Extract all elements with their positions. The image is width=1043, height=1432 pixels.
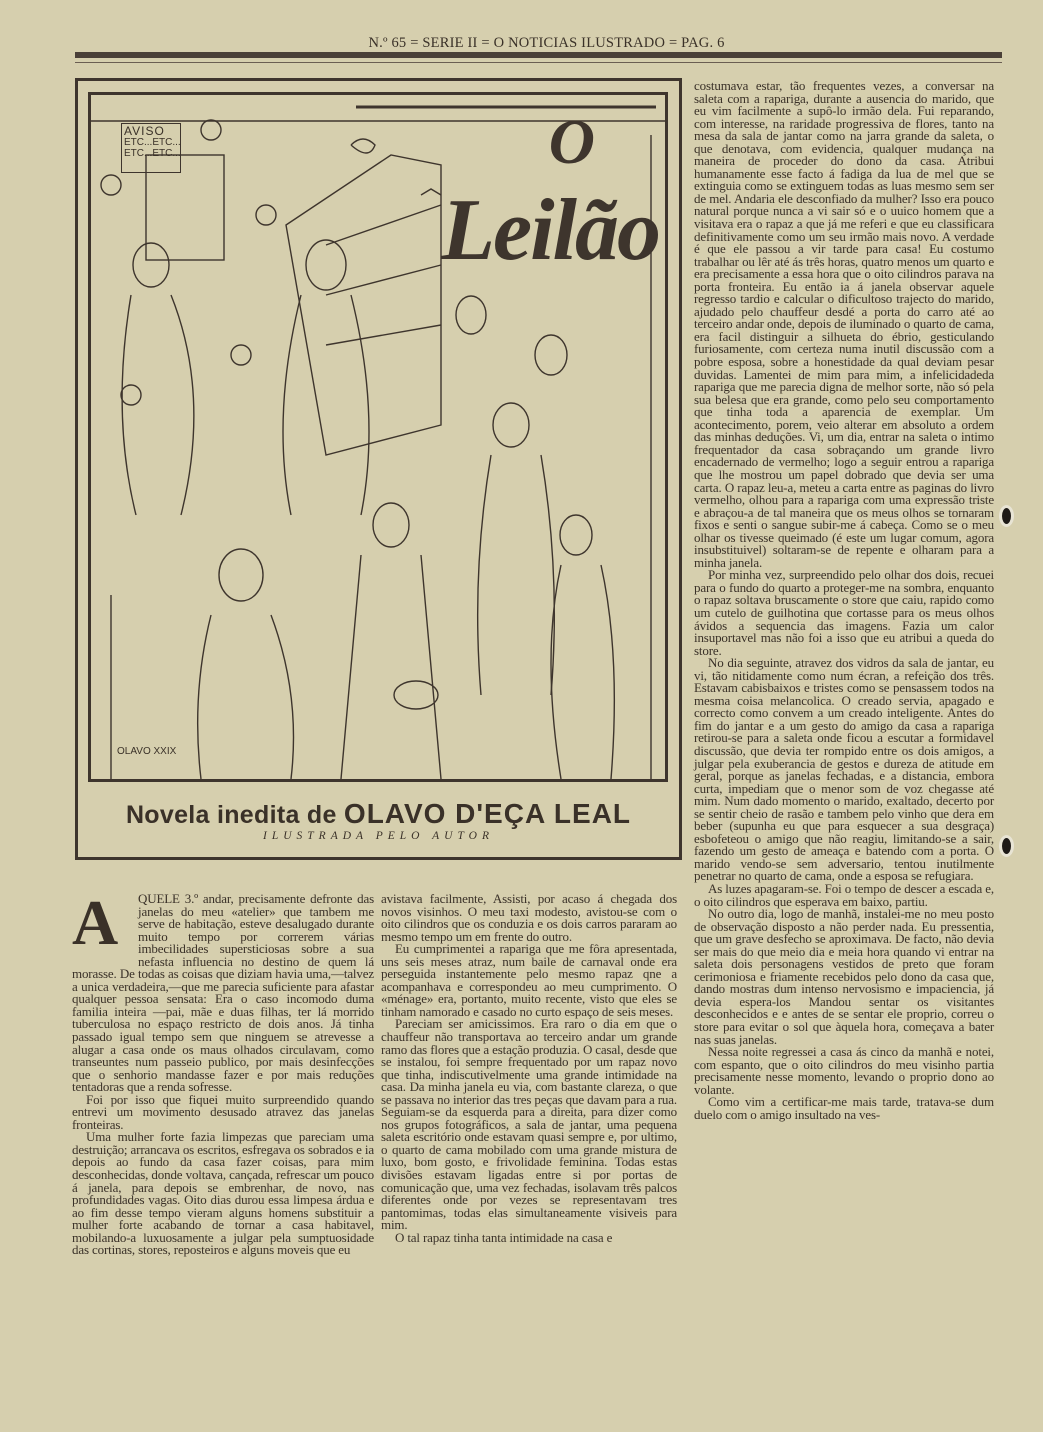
paragraph: Como vim a certificar-me mais tarde, tratava-se dum duelo com o amigo insultado na ves-: [694, 1094, 994, 1122]
aviso-heading: AVISO: [124, 124, 165, 138]
illustration: [88, 92, 668, 782]
paragraph: Por minha vez, surpreendido pelo olhar dos dois, recuei para o fundo do quarto a proteger-me na sombra, enquanto o rapaz soltava bruscamente o store que caiu, rapido como um cutelo de guilhotina que cortasse para os meus olhos ávidos a sequencia das imagens. Fazia um calor insuportavel mas não foi a isso que eu atribui a queda do store.: [694, 567, 994, 658]
paragraph: Pareciam ser amicissimos. Era raro o dia em que o chauffeur não transportava ao terceiro andar um grande ramo das flores que a estação produzia. O casal, desde que se instalou, foi sempre frequentado por um rapaz novo que tinha, indiscutivelmente uma grande intimidade na casa. Da minha janela eu via, com bastante clareza, o que se passava no interior das tres peças que davam para a rua. Seguiam-se da esquerda para a direita, para dizer como nos grupos fotográficos, a sala de jantar, uma pequena saleta escritório onde estavam quasi sempre e, por ultimo, o quarto de cama mobilado com uma grande mistura de luxo, bom gosto, e frivolidade feminina. Todas estas divisões estavam ligadas entre si por portas de comunicação que, uma vez fechadas, isolavam três palcos diferentes onde por vezes se representavam tres pantomimas, todas elas simultaneamente visiveis para mim.: [381, 1016, 677, 1233]
paragraph: costumava estar, tão frequentes vezes, a conversar na saleta com a rapariga, durante a ausencia do marido, que eu vim facilmente a supô-lo irmão dela. Fui reparando, com interesse, na raridade progressiva de flores, tanto na mesa da sala de jantar como na jarra grande da saleta, o que denotava, com evidencia, qualquer mudança na maneira de proceder do dono da casa. Atribui humanamente esse facto á fadiga da lua de mel que se extinguia como se extinguem todas as luas mesmo sem ser de mel. Andaria ele desconfiado da mulher? Isso era pouco natural porque nunca a vi sair só e o uuico homem que a visitava era o rapaz a que já me referi e que eu classificara definitivamente como um seu irmão mais novo. A verdade é que ele passou a vir tarde para casa! Eu costumo trabalhar ou lêr até ás três horas, quatro menos um quarto e era precisamente a essa hora que o oito cilindros parava na porta fronteira. Eu então ia á janela observar aquele regresso tardio e calcular o dificultoso trajecto do marido, ajudado pelo chauffeur desdé a porta do carro até ao terceiro andar onde, depois de iluminado o quarto de cama, era facil distinguir a silhueta do ébrio, gesticulando furiosamente, com certeza numa inutil discussão com a pobre esposa, sobre a honestidade da qual deviam pesar duvidas. Lamentei de mim para mim, a infelicidadeda rapariga que me parecia digna de melhor sorte, não só pela sua belesa que era grande, como pelo seu comportamento que tinha toda a aparencia de exemplar. Um acontecimento, porem, veio alterar em absoluto a ordem das minhas deduções. Vi, um dia, entrar na saleta o intimo frequentador da casa sobraçando um grande livro encadernado de vermelho; logo a seguir entrou a rapariga que lhe mostrou um papel dobrado que devia ser uma carta. O rapaz leu-a, meteu a carta entre as paginas do livro vermelho, olhou para a rapariga com uma expressão triste e abraçou-a de tal maneira que os meus olhos se tornaram fixos e senti o sangue subir-me á cabeça. Como se o meu olhar os tivesse queimado (é este um lugar comum, agora insubstituivel) soltaram-se de repente e olharam para a minha janela.: [694, 78, 994, 570]
caption-prefix: Novela inedita de: [125, 801, 337, 829]
paragraph: O tal rapaz tinha tanta intimidade na casa e: [395, 1229, 613, 1245]
aviso-sign: [121, 123, 181, 173]
novel-caption: [75, 798, 682, 830]
artist-signature: OLAVO XXIX: [117, 746, 177, 757]
binding-hole: [1002, 508, 1011, 524]
caption-subtitle: ILUSTRADA PELO AUTOR: [263, 830, 494, 842]
paragraph: Uma mulher forte fazia limpezas que pareciam uma destruição; arrancava os escritos, esfregava os sobrados e ia depois ao fundo da casa fazer coisas, para mim desconhecidas, donde voltava, cançada, refrescar um pouco á janela, para depois se embrenhar, de novo, nas profundidades vagas. Oito dias durou essa limpesa árdua e ao fim desse tempo vieram alguns homens substituir a mulher forte acabando de tornar a casa habitavel, mobilando-a luxuosamente a julgar pela sumptuosidade das cortinas, stores, reposteiros e alguns moveis que eu: [72, 1129, 374, 1258]
article-column-2: [381, 893, 677, 1244]
paragraph: avistava facilmente, Assisti, por acaso á chegada dos novos visinhos. O meu taxi modesto, avistou-se com o oito cilindros que os conduzia e os dois carros pararam ao mesmo tempo um em frente do outro.: [381, 891, 677, 944]
paragraph: Foi por isso que fiquei muito surpreendido quando entrevi um movimento desusado atravez das janelas fronteiras.: [72, 1091, 374, 1132]
header-rule-thin: [75, 62, 1002, 63]
illustration-title: Leilão: [441, 182, 659, 279]
paragraph: QUELE 3.º andar, precisamente defronte das janelas do meu «atelier» que tambem me serve de habitação, esteve desalugado durante muito tempo por correrem várias imbecilidades supersticiosas sobre a sua nefasta influencia no destino de quem lá morasse. De todas as coisas que diziam havia uma,—talvez a unica verdadeira,—que me parecia suficiente para afastar qualquer pessoa sensata: Era o caso incomodo duma familia inteira —pai, mãe e duas filhas, ter lá morrido tuberculosa no espaço restricto de dois anos. Já tinha passado igual tempo sem que ninguem se atrevesse a alugar a casa onde os maus olhados circulavam, como transeuntes num passeio publico, por mais desinfecções que o senhorio mandasse fazer e por mais reduções tentadoras que a renda sofresse.: [72, 891, 374, 1095]
article-column-1: [72, 887, 374, 1258]
aviso-line: ETC...ETC...: [124, 137, 181, 148]
aviso-line: ETC...ETC...: [124, 148, 181, 159]
running-head: N.º 65 = SERIE II = O NOTICIAS ILUSTRADO = PAG. 6: [368, 35, 725, 51]
paragraph: No outro dia, logo de manhã, instalei-me no meu posto de observação disposto a não perder nada. Eu pressentia, que um grave desfecho se aproximava. De facto, não devia ser mais do que meio dia e meia hora quando vi entrar na saleta dois personagens vestidos de preto que foram cerimoniosa e friamente recebidos pelo dono da casa que, dando mostras dum intenso nervosismo e impaciencia, já devia espera-los Mandou sentar os visitantes desconhecidos e e antes de se sentar ele proprio, correu o store para evitar o sol que àquela hora, começava a bater nas suas janelas.: [694, 906, 994, 1047]
paragraph: No dia seguinte, atravez dos vidros da sala de jantar, eu vi, tão nitidamente como num écran, a refeição dos três. Estavam cabisbaixos e tristes como se pensassem todos na mesma coisa melancolica. O creado servia, apagado e correcto como convem a um creado inteligente. Antes do fim do jantar e a um gesto do amigo da casa a rapariga retirou-se para a saleta onde ficou a escutar a formidavel discussão, que devia ter rompido entre os dois amigos, a julgar pela exuberancia de gestos e dureza de atitude em geral, porque as janelas fechadas, e a distancia, embora curta, impediam que o menor som de voz chegasse até mim. Num dado momento o marido, exaltado, decerto por se sentir cheio de rasão e tambem pelo vinho que dera em beber (supunha eu que para esquecer a sua desgraça) esbofeteou o amigo que não reagiu, limitando-se a sair, fazendo um gesto de ameaça e batendo com a porta. O marido vendo-se sem adversario, tentou inutilmente penetrar no quarto de cama, onde a esposa se refugiara.: [694, 655, 994, 884]
caption-author: OLAVO D'EÇA LEAL: [343, 798, 632, 829]
paragraph: As luzes apagaram-se. Foi o tempo de descer a escada e, o oito cilindros que esperava em baixo, partiu.: [694, 881, 994, 909]
paragraph: Eu cumprimentei a rapariga que me fôra apresentada, uns seis meses atraz, num baile de carnaval onde era perseguida instantemente pelo mesmo rapaz qne a acompanhava e correspondeu ao meu cumprimento. O «ménage» era, portanto, muito recente, visto que eles se tinham namorado e casado no curto espaço de seis meses.: [381, 941, 677, 1019]
article-column-3: [694, 80, 994, 1121]
drop-cap: A: [72, 887, 119, 958]
binding-hole: [1002, 838, 1011, 854]
illustration-title-article: O: [548, 106, 595, 177]
paragraph: Nessa noite regressei a casa ás cinco da manhã e notei, com espanto, que o oito cilindros do meu visinho partia precisamente nesse momento, levando o proprio dono ao volante.: [694, 1044, 994, 1097]
header-rule-thick: [75, 52, 1002, 58]
